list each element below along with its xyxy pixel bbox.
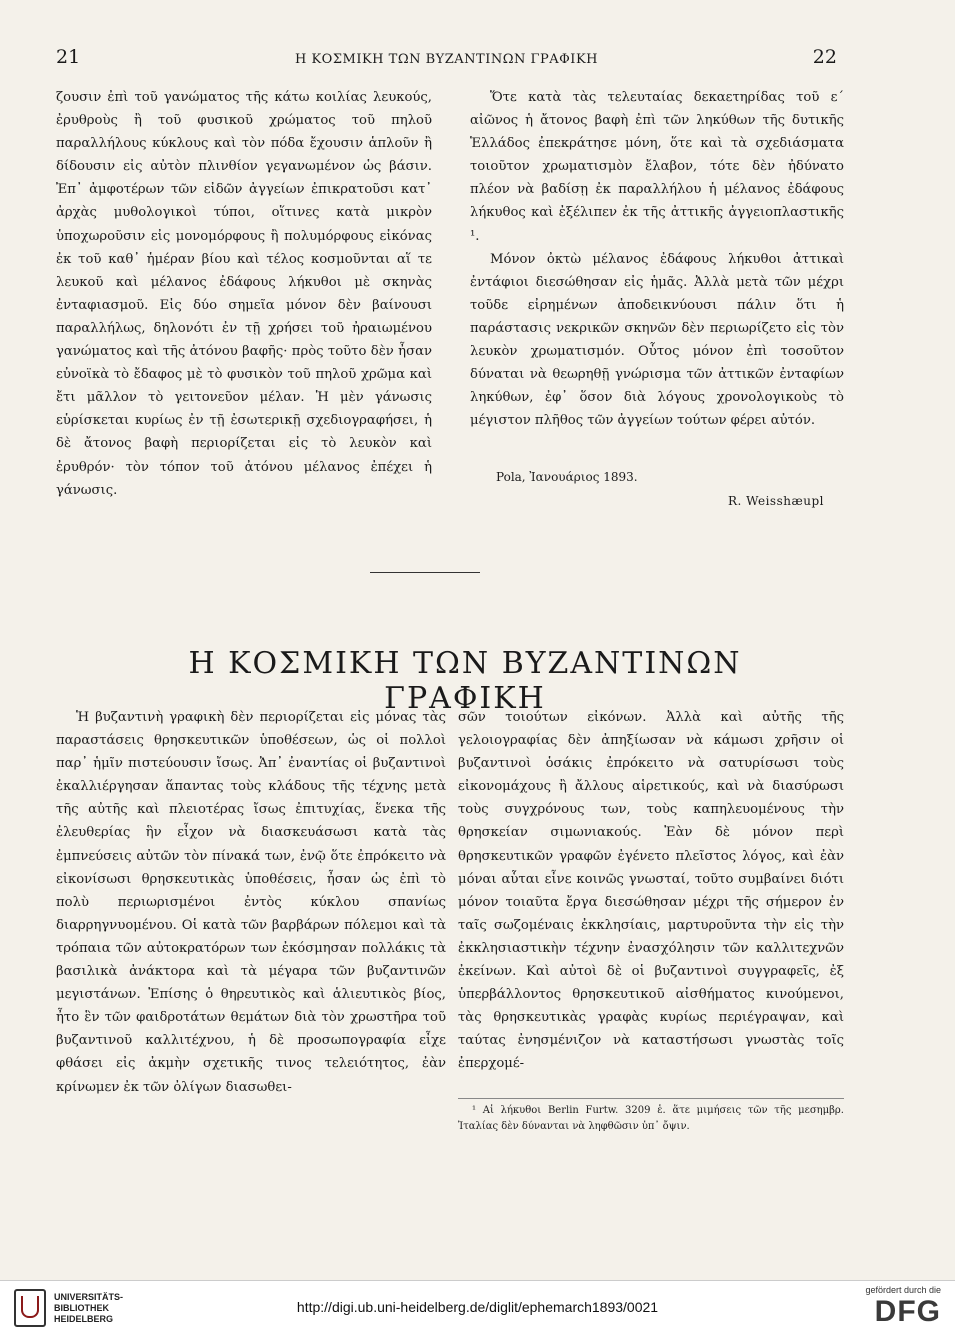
- column-top-right: [470, 86, 844, 432]
- paragraph: σῶν τοιούτων εἰκόνων. Ἀλλὰ καὶ αὐτῆς τῆς γελοιογραφίας δὲν ἀπηξίωσαν νὰ κάμωσι χρῆσιν οἱ βυζαντινοὶ ὁσάκις ἐπρόκειτο νὰ σατυρίσωσι τοὺς εἰκονομάχους ἢ ἄλλους αἱρετικούς, καὶ νὰ διασύρωσι τοὺς συγχρόνους των, τοὺς καπηλευομένους τὴν θρησκείαν σιμωνιακούς. Ἐὰν δὲ μόνον περὶ θρησκευτικῶν γραφῶν ἐγένετο πλεῖστος λόγος, καὶ ἐὰν μόναι αὗται εἶνε κοινῶς γνωσταί, τοῦτο συμβαίνει διότι μόνον τοιαῦτα ἔργα διεσώθησαν μέχρι τῆς σήμερον ἐν ταῖς σωζομέναις ἐκκλησίαις, μαρτυροῦντα τὴν εἰς τὴν ἐκκλησιαστικὴν τέχνην ἐνασχόλησιν τῶν καλλιτεχνῶν ἐκείνων. Καὶ αὐτοὶ δὲ οἱ βυζαντινοὶ συγγραφεῖς, ἐξ ὑπερβάλλοντος θρησκευτικοῦ αἰσθήματος κινούμενοι, τὰς θρησκευτικὰς γραφὰς κυρίως περιέγραψαν, καὶ ταύτας ἐνησμένιζον νὰ καταστήσωσι γνωστὰς τοῖς ἐπερχομέ-: [458, 710, 844, 1072]
- signature-author: R. Weisshæupl: [727, 494, 824, 508]
- library-name: UNIVERSITÄTS- BIBLIOTHEK HEIDELBERG: [54, 1291, 124, 1324]
- viewer-footer: [0, 1280, 955, 1337]
- footnote: [458, 1098, 844, 1135]
- permalink-url[interactable]: http://digi.ub.uni-heidelberg.de/diglit/ephemarch1893/0021: [296, 1299, 659, 1315]
- footnote-text: ¹ Αἱ λήκυθοι Berlin Furtw. 3209 ἑ. ἅτε μιμήσεις τῶν τῆς μεσημβρ. Ἰταλίας δὲν δύνανται νὰ ληφθῶσιν ὑπ᾽ ὄψιν.: [458, 1105, 844, 1132]
- signature-place-date: Pola, Ἰανουάριος 1893.: [496, 470, 638, 484]
- running-head: [56, 46, 837, 68]
- column-bottom-left: [56, 706, 446, 1099]
- column-top-left: [56, 86, 432, 502]
- right-page-number: 22: [812, 46, 837, 68]
- paragraph: Μόνον ὀκτὼ μέλανος ἐδάφους λήκυθοι ἀττικαὶ ἐντάφιοι διεσώθησαν εἰς ἡμᾶς. Ἀλλὰ μετὰ τῶν μέχρι τοῦδε εἰρημένων ἀποδεικνύουσι πάλιν ὅτι ἡ παράστασις νεκρικῶν σκηνῶν δὲν περιωρίζετο εἰς τὸν λευκὸν χρωματισμόν. Οὗτος μόνον ἐπὶ τοσοῦτον δύναται νὰ θεωρηθῇ γνώρισμα τῶν ἀττικῶν ἐνταφίων ληκύθων, ἐφ᾽ ὅσον διὰ λόγους χρονολογικοὺς τὸ μέγιστον πλῆθος τῶν ἀγγείων τούτων φέρει αὐτόν.: [470, 251, 844, 429]
- paragraph: ζουσιν ἐπὶ τοῦ γανώματος τῆς κάτω κοιλίας λευκούς, ἐρυθροὺς ἢ τοῦ φυσικοῦ χρώματος τοῦ πηλοῦ παραλλήλους κύκλους καὶ τὸν πόδα ἔχουσιν ἁπλοῦν ἢ δίδουσιν εἰς αὐτὸν πλινθίον γεγανωμένον ὡς βάσιν. Ἐπ᾽ ἀμφοτέρων τῶν εἰδῶν ἀγγείων ἐπικρατοῦσι κατ᾽ ἀρχὰς μυθολογικοὶ τύποι, οἵτινες κατὰ μικρὸν ὑποχωροῦσιν εἰς μονομόρφους ἢ πολυμόρφους εἰκόνας ἐκ τοῦ καθ᾽ ἡμέραν βίου καὶ τέλος κοσμοῦνται αἵ τε λευκοῦ καὶ μέλανος ἐδάφους λήκυθοι μὲ σκηνὰς ἐνταφιασμοῦ. Εἰς δύο σημεῖα μόνον δὲν βαίνουσι παραλλήλως, δηλονότι ἐν τῇ χρήσει τοῦ ἠραιωμένου γανώματος καὶ τῆς ἀτόνου βαφῆς· πρὸς τοῦτο δὲν ἦσαν εὐνοϊκὰ τὸ ἔδαφος μὲ τὸ φυσικὸν τοῦ πηλοῦ χρῶμα καὶ ἔτι μᾶλλον τὸ γειτονεῦον μέλαν. Ἡ μὲν γάνωσις εὑρίσκεται κυρίως ἐν τῇ ἐσωτερικῇ σχεδιογραφήσει, ἡ δὲ ἄτονος βαφὴ περιορίζεται εἰς τὸ λευκὸν καὶ ἐρυθρόν· τὸν τόπον τοῦ ἀτόνου μέλανος ἐπέχει ἡ γάνωσις.: [56, 90, 432, 498]
- paragraph: Ὅτε κατὰ τὰς τελευταίας δεκαετηρίδας τοῦ ε´ αἰῶνος ἡ ἄτονος βαφὴ ἐπὶ τῶν ληκύθων τῆς δυτικῆς Ἑλλάδος ἐπεκράτησε μόνη, ὅτε καὶ τὰ σχεδιάσματα τοιοῦτον χρωματισμὸν ἔλαβον, τότε δὲν ἠδύνατο πλέον νὰ βαδίσῃ ἐκ παραλλήλου ἡ μέλανος ἐδάφους λήκυθος καὶ ἐξέλιπεν ἐκ τῆς ἀττικῆς ἀγγειοπλαστικῆς ¹.: [470, 90, 844, 244]
- section-divider: [370, 572, 480, 573]
- funded-by-label: gefördert durch die: [865, 1285, 941, 1295]
- left-page-number: 21: [56, 46, 81, 68]
- dfg-wordmark: DFG: [874, 1295, 941, 1328]
- column-bottom-right: [458, 706, 844, 1076]
- dfg-logo[interactable]: [811, 1285, 941, 1329]
- running-title: Η ΚΟΣΜΙΚΗ ΤΩΝ ΒΥΖΑΝΤΙΝΩΝ ΓΡΑΦΙΚΗ: [294, 52, 598, 67]
- section-title: Η ΚΟΣΜΙΚΗ ΤΩΝ ΒΥΖΑΝΤΙΝΩΝ ΓΡΑΦΙΚΗ: [188, 646, 742, 716]
- paragraph: Ἡ βυζαντινὴ γραφικὴ δὲν περιορίζεται εἰς μόνας τὰς παραστάσεις θρησκευτικῶν ὑποθέσεων, ὡς οἱ πολλοὶ παρ᾽ ἡμῖν πιστεύουσιν ἴσως. Ἀπ᾽ ἐναντίας οἱ βυζαντινοὶ ἐκαλλιέργησαν ἅπαντας τοὺς κλάδους τῆς τέχνης μετὰ τῆς αὐτῆς καὶ πλειοτέρας ἴσως ἐπιτυχίας, ἕνεκα τῆς ἐλευθερίας ἣν εἶχον νὰ διασκευάσωσι κατὰ τὰς ἐμπνεύσεις αὐτῶν τὸν πίνακά των, ἐνῷ ὅτε ἐπρόκειτο νὰ εἰκονίσωσι θρησκευτικὰς ὑποθέσεις, ἦσαν ὡς ἐπὶ τὸ πολὺ περιωρισμένοι ἐντὸς κύκλου σπανίως διαρρηγνυομένου. Οἱ κατὰ τῶν βαρβάρων πόλεμοι καὶ τὰ τρόπαια τῶν αὐτοκρατόρων των ἐκόσμησαν πολλάκις τὰ βασιλικὰ ἀνάκτορα καὶ τὰ μέγαρα τῶν βυζαντινῶν μεγιστάνων. Ἐπίσης ὁ θηρευτικὸς καὶ ἁλιευτικὸς βίος, ἦτο ἓν τῶν φαιδροτάτων θεμάτων διὰ τὸν χρωστῆρα τοῦ βυζαντινοῦ καλλιτέχνου, ἡ δὲ προσωπογραφία εἶχε φθάσει εἰς ἀκμὴν σχετικῆς τινος τελειότητος, ἐὰν κρίνωμεν ἐκ τῶν ὀλίγων διασωθει-: [56, 710, 446, 1095]
